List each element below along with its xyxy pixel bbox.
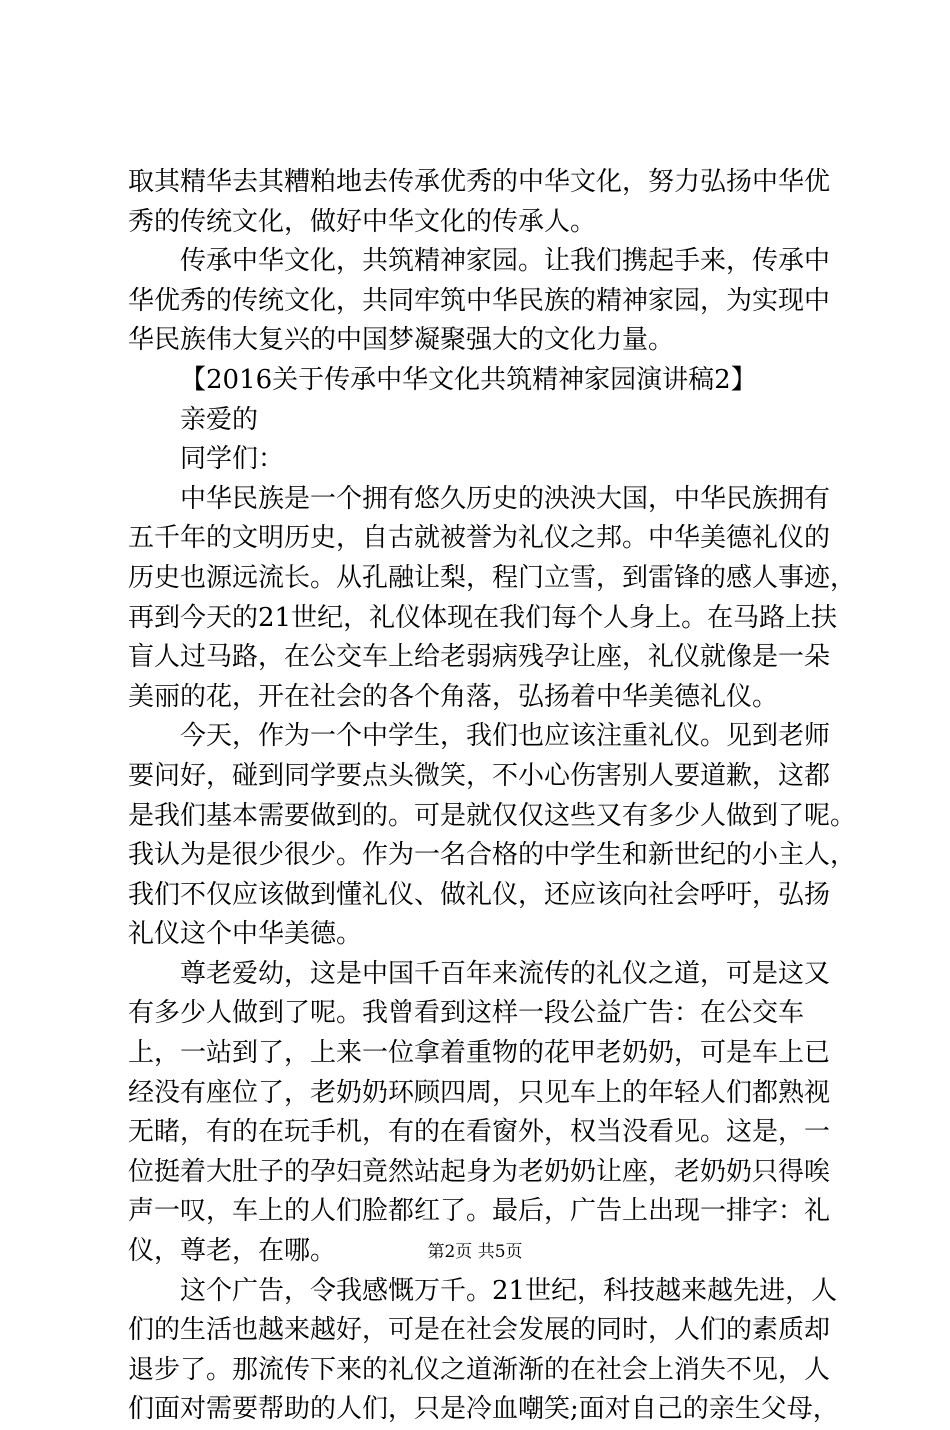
text-line: 今天，作为一个中学生，我们也应该注重礼仪。见到老师 <box>180 721 831 752</box>
text-line: 位挺着大肚子的孕妇竟然站起身为老奶奶让座，老奶奶只得唉 <box>128 1156 831 1187</box>
text-line: 我们不仅应该做到懂礼仪、做礼仪，还应该向社会呼吁，弘扬 <box>128 879 831 910</box>
text-line: 们面对需要帮助的人们，只是冷血嘲笑;面对自己的亲生父母， <box>128 1394 839 1425</box>
text-line: 中华民族是一个拥有悠久历史的泱泱大国，中华民族拥有 <box>180 483 831 514</box>
text-line: 华民族伟大复兴的中国梦凝聚强大的文化力量。 <box>128 325 675 356</box>
text-line: 【2016关于传承中华文化共筑精神家园演讲稿2】 <box>180 364 757 395</box>
text-line: 要问好，碰到同学要点头微笑，不小心伤害别人要道歉，这都 <box>128 760 831 791</box>
text-line: 这个广告，令我感慨万千。21世纪，科技越来越先进，人 <box>180 1275 838 1306</box>
text-line: 礼仪这个中华美德。 <box>128 919 363 950</box>
text-line: 亲爱的 <box>180 404 259 435</box>
text-line: 华优秀的传统文化，共同牢筑中华民族的精神家园，为实现中 <box>128 285 831 316</box>
text-line: 无睹，有的在玩手机，有的在看窗外，权当没看见。这是，一 <box>128 1117 831 1148</box>
text-line: 仪，尊老，在哪。 <box>128 1236 337 1267</box>
text-line: 声一叹，车上的人们脸都红了。最后，广告上出现一排字：礼 <box>128 1196 831 1227</box>
text-line: 经没有座位了，老奶奶环顾四周，只见车上的年轻人们都熟视 <box>128 1077 831 1108</box>
text-line: 盲人过马路，在公交车上给老弱病残孕让座，礼仪就像是一朵 <box>128 642 831 673</box>
text-line: 我认为是很少很少。作为一名合格的中学生和新世纪的小主人， <box>128 840 857 871</box>
text-line: 美丽的花，开在社会的各个角落，弘扬着中华美德礼仪。 <box>128 681 779 712</box>
text-line: 们的生活也越来越好，可是在社会发展的同时，人们的素质却 <box>128 1315 831 1346</box>
text-line: 是我们基本需要做到的。可是就仅仅这些又有多少人做到了呢。 <box>128 800 857 831</box>
page-footer: 第2页 共5页 <box>427 1242 523 1262</box>
text-line: 有多少人做到了呢。我曾看到这样一段公益广告：在公交车 <box>128 998 805 1029</box>
text-line: 传承中华文化，共筑精神家园。让我们携起手来，传承中 <box>180 246 831 277</box>
text-line: 秀的传统文化，做好中华文化的传承人。 <box>128 206 597 237</box>
text-line: 取其精华去其糟粕地去传承优秀的中华文化，努力弘扬中华优 <box>128 167 831 197</box>
text-line: 上，一站到了，上来一位拿着重物的花甲老奶奶，可是车上已 <box>128 1038 831 1069</box>
text-line: 五千年的文明历史，自古就被誉为礼仪之邦。中华美德礼仪的 <box>128 523 831 554</box>
text-line: 再到今天的21世纪，礼仪体现在我们每个人身上。在马路上扶 <box>128 602 838 633</box>
text-line: 尊老爱幼，这是中国千百年来流传的礼仪之道，可是这又 <box>180 958 831 989</box>
text-line: 同学们： <box>180 444 285 475</box>
text-line: 历史也源远流长。从孔融让梨，程门立雪，到雷锋的感人事迹， <box>128 562 857 593</box>
text-line: 退步了。那流传下来的礼仪之道渐渐的在社会上消失不见，人 <box>128 1354 831 1385</box>
